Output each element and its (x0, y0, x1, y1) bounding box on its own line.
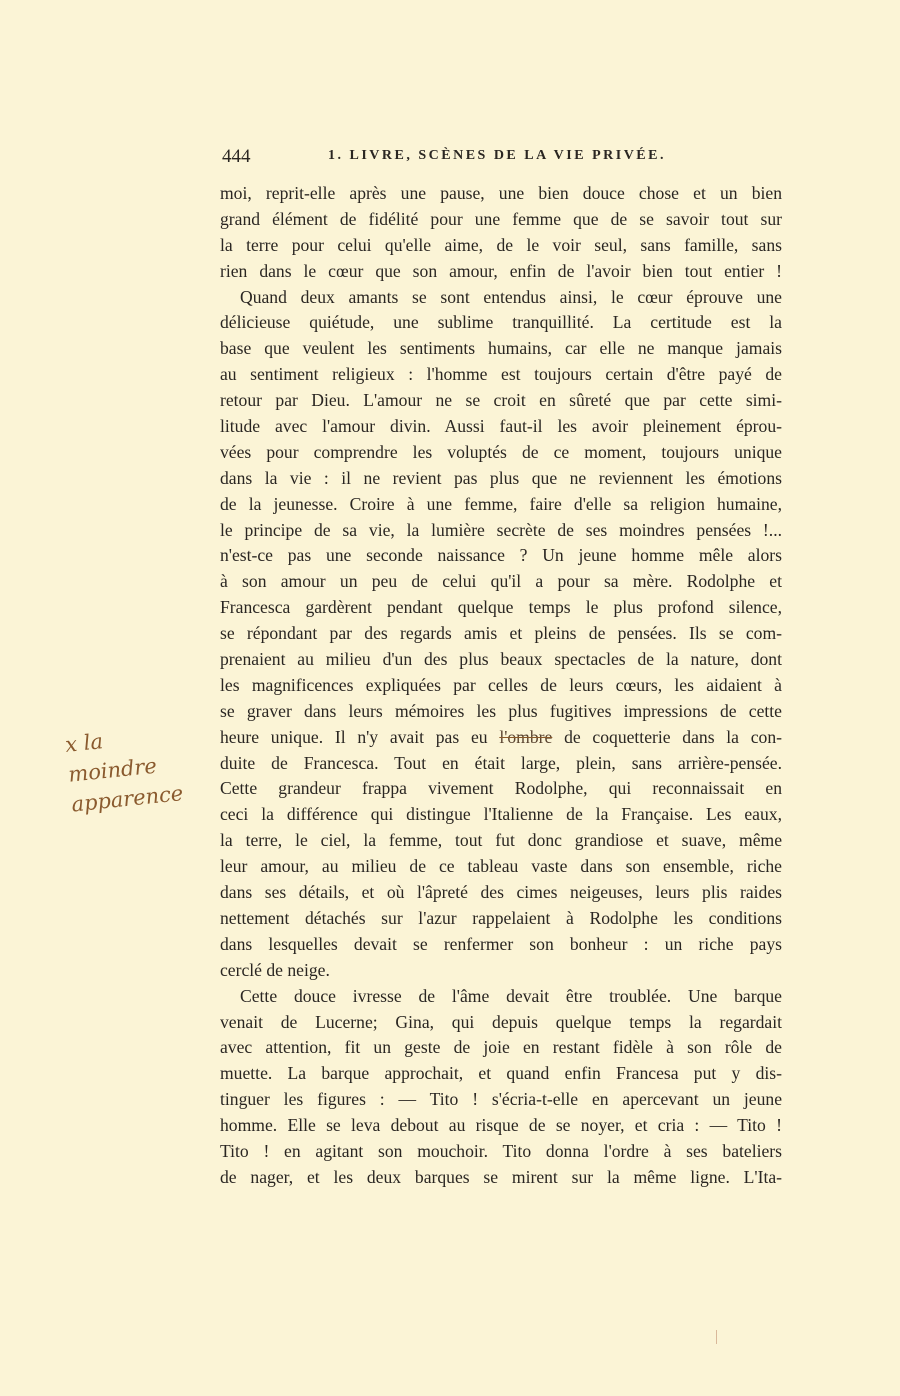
text-line: Cette douce ivresse de l'âme devait être troublée. Une barque (240, 985, 782, 1006)
body-text (220, 181, 782, 1191)
text-line: se graver dans leurs mémoires les plus fugitives impressions de cette (220, 700, 782, 721)
text-line-with-correction (220, 725, 782, 751)
text-line: la terre pour celui qu'elle aime, de le voir seul, sans famille, sans (220, 234, 782, 255)
text-line: n'est-ce pas une seconde naissance ? Un jeune homme mêle alors (220, 545, 782, 566)
text-line: de la jeunesse. Croire à une femme, faire d'elle sa religion humaine, (220, 493, 782, 514)
text-line: nettement détachés sur l'azur rappelaient à Rodolphe les conditions (220, 907, 782, 928)
text-line: dans lesquelles devait se renfermer son bonheur : un riche pays (220, 933, 782, 954)
text-line: cerclé de neige. (220, 959, 330, 980)
text-line: Cette grandeur frappa vivement Rodolphe, qui reconnaissait en (220, 778, 782, 799)
text-line: dans ses détails, et où l'âpreté des cimes neigeuses, leurs plis raides (220, 882, 782, 903)
text-line: au sentiment religieux : l'homme est toujours certain d'être payé de (220, 364, 782, 385)
text-line: Tito ! en agitant son mouchoir. Tito donna l'ordre à ses bateliers (220, 1140, 782, 1161)
text-line: de nager, et les deux barques se mirent sur la même ligne. L'Ita- (220, 1166, 782, 1187)
text-line: leur amour, au milieu de ce tableau vaste dans son ensemble, riche (220, 856, 782, 877)
paper-mark (716, 1330, 717, 1344)
note-line: apparence (70, 781, 185, 817)
text-line: tinguer les figures : — Tito ! s'écria-t-elle en apercevant un jeune (220, 1089, 782, 1110)
text-line: moi, reprit-elle après une pause, une bien douce chose et un bien (220, 183, 782, 203)
running-header (222, 146, 684, 170)
text-line: retour par Dieu. L'amour ne se croit en sûreté que par cette simi- (220, 390, 782, 411)
text-line: vées pour comprendre les voluptés de ce moment, toujours unique (220, 441, 782, 462)
text-line: litude avec l'amour divin. Aussi faut-il les avoir pleinement éprou- (220, 416, 782, 437)
text-line: homme. Elle se leva debout au risque de se noyer, et cria : — Tito ! (220, 1115, 782, 1136)
text-line: les magnificences expliquées par celles de leurs cœurs, les aidaient à (220, 674, 782, 695)
text-line: délicieuse quiétude, une sublime tranquillité. La certitude est la (220, 312, 782, 333)
text-line: avec attention, fit un geste de joie en restant fidèle à son rôle de (220, 1037, 782, 1058)
text-line: grand élément de fidélité pour une femme que de se savoir tout sur (220, 208, 782, 229)
text-line: à son amour un peu de celui qu'il a pour sa mère. Rodolphe et (220, 571, 782, 592)
note-line: moindre (67, 753, 158, 787)
text-line: la terre, le ciel, la femme, tout fut donc grandiose et suave, même (220, 830, 782, 851)
text-line: ceci la différence qui distingue l'Italienne de la Française. Les eaux, (220, 804, 782, 825)
text-fragment: de coquetterie dans la con- (552, 726, 782, 747)
text-fragment: heure unique. Il n'y avait pas eu (220, 726, 500, 747)
text-line: Quand deux amants se sont entendus ainsi, le cœur éprouve une (240, 286, 782, 307)
text-line: venait de Lucerne; Gina, qui depuis quelque temps la regardait (220, 1011, 782, 1032)
page-number: 444 (222, 146, 251, 167)
text-line: muette. La barque approchait, et quand enfin Francesa put y dis- (220, 1063, 782, 1084)
text-line: Francesca gardèrent pendant quelque temps le plus profond silence, (220, 597, 782, 618)
struck-word: l'ombre (499, 726, 553, 747)
text-line: duite de Francesca. Tout en était large, plein, sans arrière-pensée. (220, 752, 782, 773)
text-line: le principe de sa vie, la lumière secrète de ses moindres pensées !... (220, 519, 782, 540)
text-line: prenaient au milieu d'un des plus beaux spectacles de la nature, dont (220, 649, 782, 670)
running-title: 1. LIVRE, SCÈNES DE LA VIE PRIVÉE. (328, 148, 666, 163)
text-line: rien dans le cœur que son amour, enfin de l'avoir bien tout entier ! (220, 260, 782, 281)
text-line: se répondant par des regards amis et pleins de pensées. Ils se com- (220, 623, 782, 644)
note-line: x la (64, 729, 105, 757)
text-line: dans la vie : il ne revient pas plus que ne reviennent les émotions (220, 467, 782, 488)
text-line: base que veulent les sentiments humains, car elle ne manque jamais (220, 338, 782, 359)
handwritten-margin-note (64, 714, 223, 819)
